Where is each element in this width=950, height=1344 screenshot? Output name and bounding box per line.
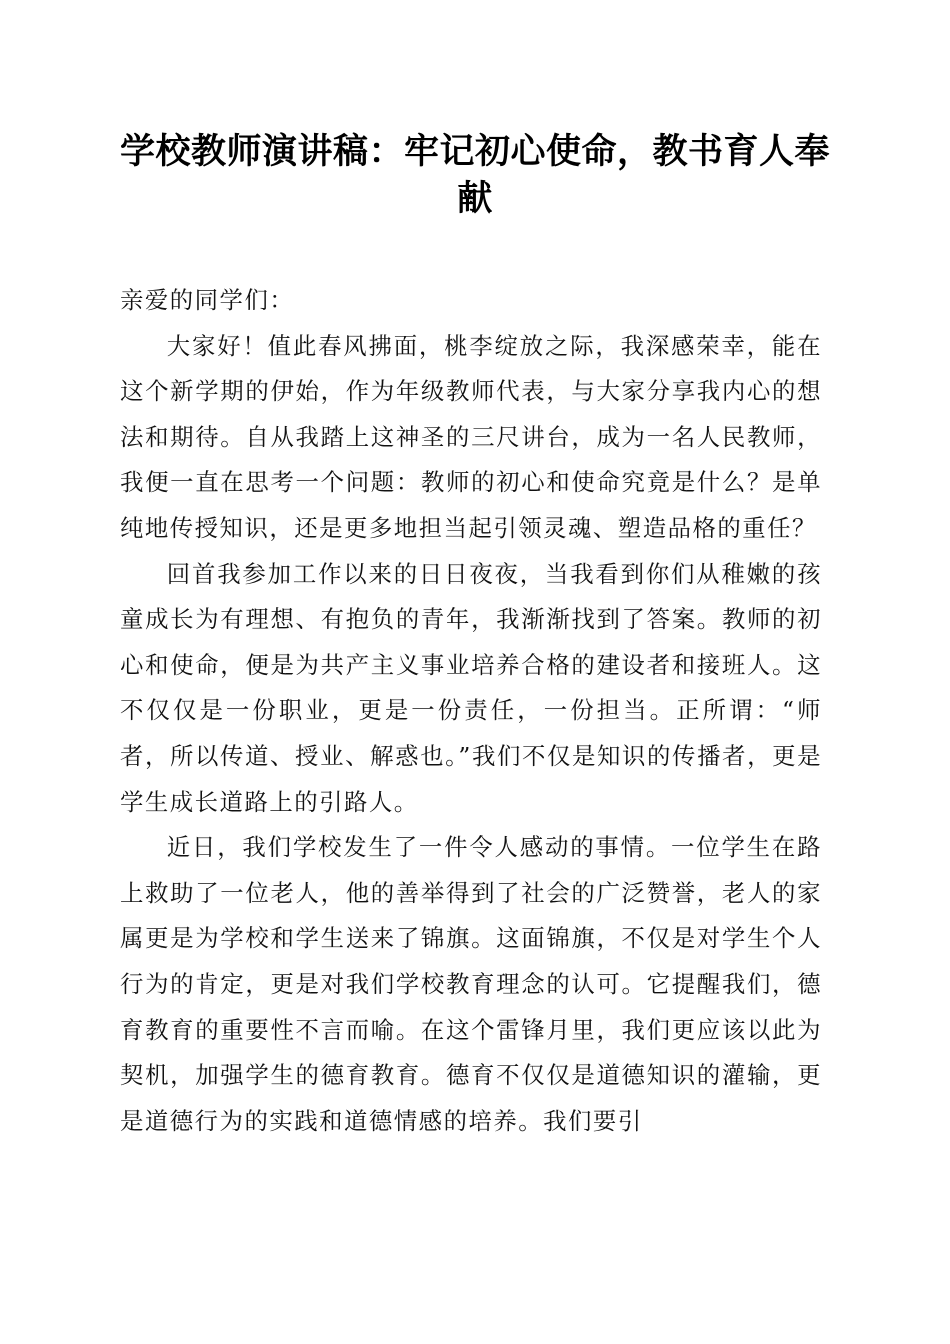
paragraph-2: 回首我参加工作以来的日日夜夜，当我看到你们从稚嫩的孩童成长为有理想、有抱负的青年，我渐渐找到了答案。教师的初心和使命，便是为共产主义事业培养合格的建设者和接班人。这不仅仅是一份职业，更是一份责任，一份担当。正所谓：“师者，所以传道、授业、解惑也。”我们不仅是知识的传播者，更是学生成长道路上的引路人。: [120, 559, 822, 816]
greeting: 亲爱的同学们：: [120, 286, 295, 314]
paragraph-1: 大家好！值此春风拂面，桃李绽放之际，我深感荣幸，能在这个新学期的伊始，作为年级教师代表，与大家分享我内心的想法和期待。自从我踏上这神圣的三尺讲台，成为一名人民教师，我便一直在思考一个问题：教师的初心和使命究竟是什么？是单纯地传授知识，还是更多地担当起引领灵魂、塑造品格的重任？: [120, 331, 822, 542]
paragraph-3: 近日，我们学校发生了一件令人感动的事情。一位学生在路上救助了一位老人，他的善举得到了社会的广泛赞誉，老人的家属更是为学校和学生送来了锦旗。这面锦旗，不仅是对学生个人行为的肯定，更是对我们学校教育理念的认可。它提醒我们，德育教育的重要性不言而喻。在这个雷锋月里，我们更应该以此为契机，加强学生的德育教育。德育不仅仅是道德知识的灌输，更是道德行为的实践和道德情感的培养。我们要引: [120, 833, 822, 1135]
document-body: [120, 278, 822, 1144]
document-title: 学校教师演讲稿：牢记初心使命，教书育人奉献: [120, 131, 831, 219]
